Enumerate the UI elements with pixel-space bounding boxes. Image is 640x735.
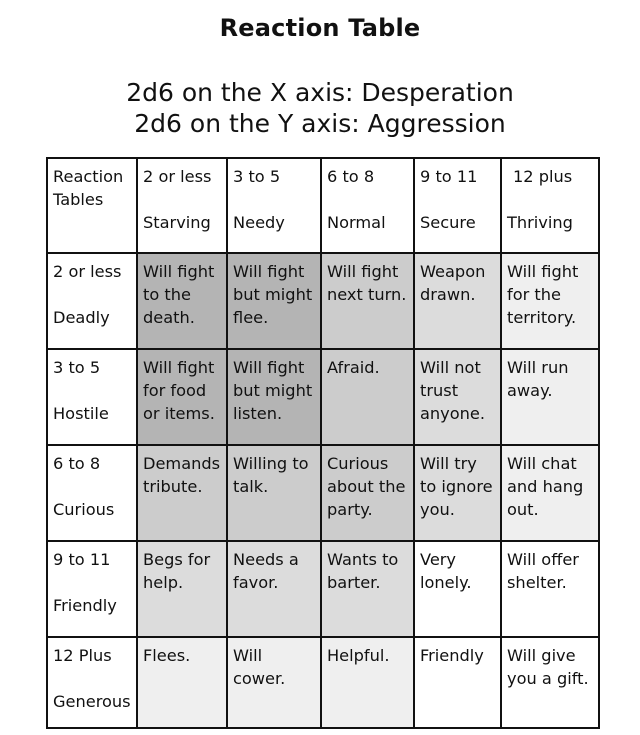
table-cell: Will cower.	[227, 637, 321, 728]
table-row-hostile	[47, 349, 599, 445]
reaction-table	[46, 157, 600, 729]
table-cell: Flees.	[137, 637, 227, 728]
subtitle-y-axis: 2d6 on the Y axis: Aggression	[134, 109, 506, 138]
table-cell: Will not trust anyone.	[414, 349, 501, 445]
table-cell: Curious about the party.	[321, 445, 414, 541]
subtitle-x-axis: 2d6 on the X axis: Desperation	[126, 78, 514, 107]
table-row-curious	[47, 445, 599, 541]
table-cell: Will fight for the territory.	[501, 253, 599, 349]
corner-cell: Reaction Tables	[47, 158, 137, 253]
table-cell: Willing to talk.	[227, 445, 321, 541]
table-cell: Will chat and hang out.	[501, 445, 599, 541]
table-row-generous	[47, 637, 599, 728]
table-cell: Helpful.	[321, 637, 414, 728]
page-title: Reaction Table	[219, 14, 421, 42]
table-cell: Very lonely.	[414, 541, 501, 637]
row-header-friendly: 9 to 11 Friendly	[47, 541, 137, 637]
column-header-thriving: 12 plus Thriving	[501, 158, 599, 253]
column-header-needy: 3 to 5 Needy	[227, 158, 321, 253]
column-header-starving: 2 or less Starving	[137, 158, 227, 253]
table-cell: Wants to barter.	[321, 541, 414, 637]
table-cell: Will fight but might flee.	[227, 253, 321, 349]
row-header-curious: 6 to 8 Curious	[47, 445, 137, 541]
row-header-deadly: 2 or less Deadly	[47, 253, 137, 349]
table-cell: Will give you a gift.	[501, 637, 599, 728]
table-row-friendly	[47, 541, 599, 637]
table-cell: Afraid.	[321, 349, 414, 445]
column-header-secure: 9 to 11 Secure	[414, 158, 501, 253]
table-cell: Will offer shelter.	[501, 541, 599, 637]
table-cell: Friendly	[414, 637, 501, 728]
row-header-generous: 12 Plus Generous	[47, 637, 137, 728]
table-cell: Will fight but might listen.	[227, 349, 321, 445]
table-cell: Will try to ignore you.	[414, 445, 501, 541]
table-cell: Weapon drawn.	[414, 253, 501, 349]
table-cell: Will fight to the death.	[137, 253, 227, 349]
subtitle	[0, 77, 640, 139]
table-cell: Needs a favor.	[227, 541, 321, 637]
table-cell: Will fight for food or items.	[137, 349, 227, 445]
column-header-normal: 6 to 8 Normal	[321, 158, 414, 253]
table-cell: Will fight next turn.	[321, 253, 414, 349]
row-header-hostile: 3 to 5 Hostile	[47, 349, 137, 445]
header-row	[47, 158, 599, 253]
table-row-deadly	[47, 253, 599, 349]
table-cell: Begs for help.	[137, 541, 227, 637]
table-cell: Will run away.	[501, 349, 599, 445]
table-cell: Demands tribute.	[137, 445, 227, 541]
